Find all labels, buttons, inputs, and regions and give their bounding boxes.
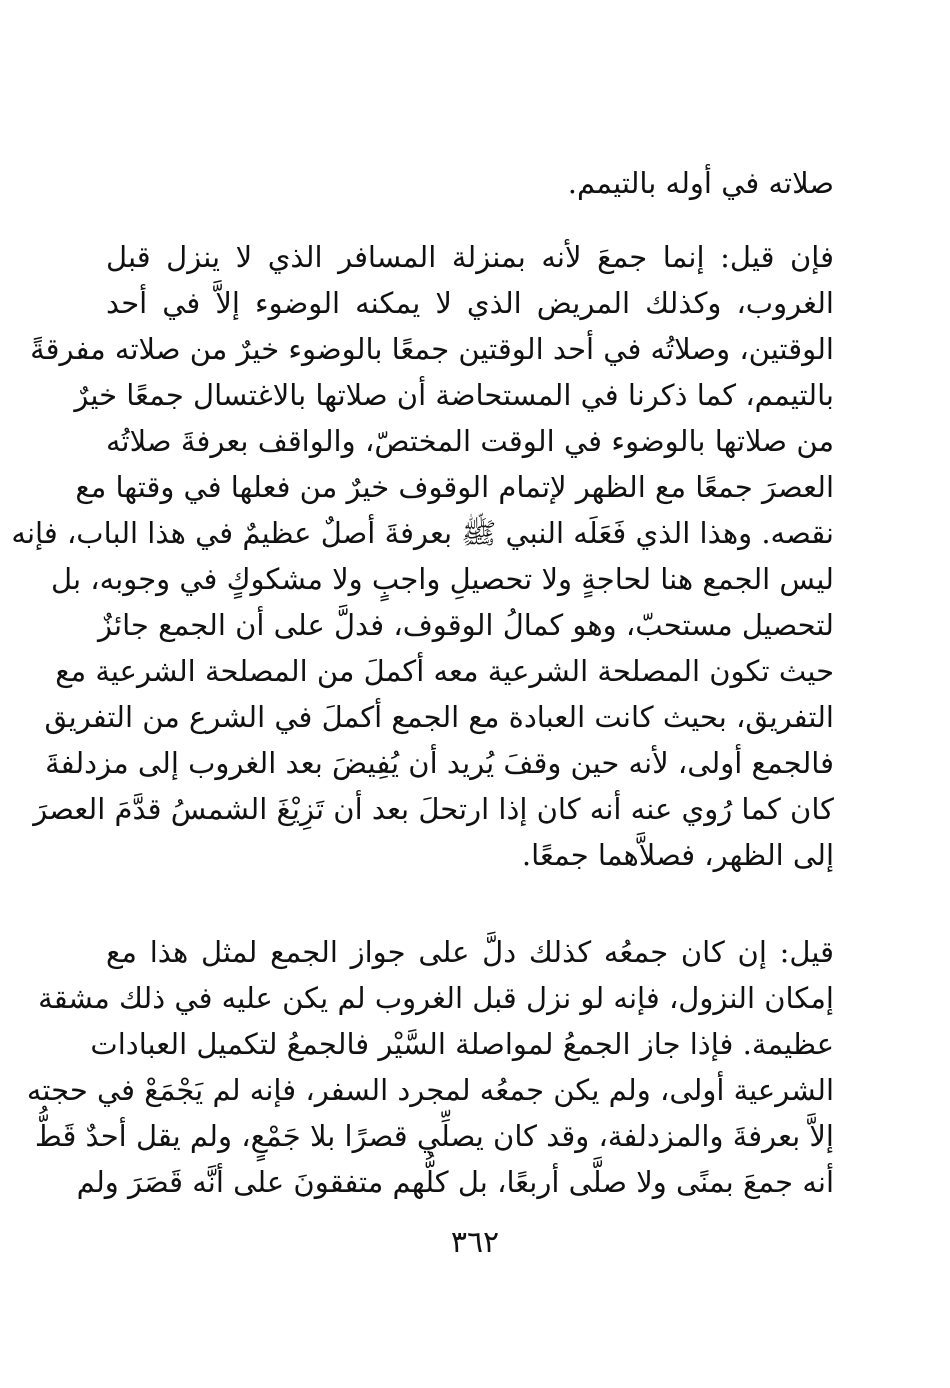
text-line: إلى الظهر، فصلاَّهما جمعًا. <box>521 838 834 872</box>
text-line: فالجمع أولى، لأنه حين وقفَ يُريد أن يُفِيضَ بعد الغروب إلى مزدلفةَ <box>45 746 834 780</box>
text-line: التفريق، بحيث كانت العبادة مع الجمع أكملَ في الشرع من التفريق <box>44 700 834 734</box>
text-line: إلاَّ بعرفةَ والمزدلفة، وقد كان يصلِّي قصرًا بلا جَمْعٍ، ولم يقل أحدٌ قَطُّ <box>34 1119 834 1153</box>
text-line: الغروب، وكذلك المريض الذي لا يمكنه الوضوء إلاَّ في أحد <box>106 286 834 320</box>
text-line: حيث تكون المصلحة الشرعية معه أكملَ من المصلحة الشرعية مع <box>55 654 834 688</box>
text-line: من صلاتها بالوضوء في الوقت المختصّ، والواقف بعرفةَ صلاتُه <box>106 424 834 458</box>
text-line: إمكان النزول، فإنه لو نزل قبل الغروب لم يكن عليه في ذلك مشقة <box>38 981 834 1015</box>
text-line: كان كما رُوي عنه أنه كان إذا ارتحلَ بعد أن تَزِيْغَ الشمسُ قدَّمَ العصرَ <box>33 792 834 826</box>
text-line: فإن قيل: إنما جمعَ لأنه بمنزلة المسافر الذي لا ينزل قبل <box>106 240 834 274</box>
text-line: عظيمة. فإذا جاز الجمعُ لمواصلة السَّيْر فالجمعُ لتكميل العبادات <box>90 1027 834 1061</box>
text-line: صلاته في أوله بالتيمم. <box>567 166 834 200</box>
text-line: الوقتين، وصلاتُه في أحد الوقتين جمعًا بالوضوء خيرٌ من صلاته مفرقةً <box>30 332 834 366</box>
page-number: ٣٦٢ <box>450 1225 500 1260</box>
text-line: بالتيمم، كما ذكرنا في المستحاضة أن صلاتها بالاغتسال جمعًا خيرٌ <box>74 378 834 412</box>
paragraph-1 <box>11 234 834 878</box>
text-line: أنه جمعَ بمنًى ولا صلَّى أربعًا، بل كلُّهم متفقونَ على أنَّه قَصَرَ ولم <box>76 1165 834 1199</box>
text-line: قيل: إن كان جمعُه كذلك دلَّ على جواز الجمع لمثل هذا مع <box>106 935 834 969</box>
text-line: ليس الجمع هنا لحاجةٍ ولا تحصيلِ واجبٍ ولا مشكوكٍ في وجوبه، بل <box>51 562 834 596</box>
text-line: العصرَ جمعًا مع الظهر لإتمام الوقوف خيرٌ من فعلها في وقتها مع <box>75 470 834 504</box>
text-line: الشرعية أولى، ولم يكن جمعُه لمجرد السفر، فإنه لم يَجْمَعْ في حجته <box>26 1073 834 1107</box>
text-line: لتحصيل مستحبّ، وهو كمالُ الوقوف، فدلَّ على أن الجمع جائزٌ <box>98 608 834 642</box>
opening-line <box>106 160 834 206</box>
paragraph-2 <box>26 929 834 1205</box>
text-line: نقصه. وهذا الذي فَعَلَه النبي ﷺ بعرفةَ أصلٌ عظيمٌ في هذا الباب، فإنه <box>11 516 834 550</box>
